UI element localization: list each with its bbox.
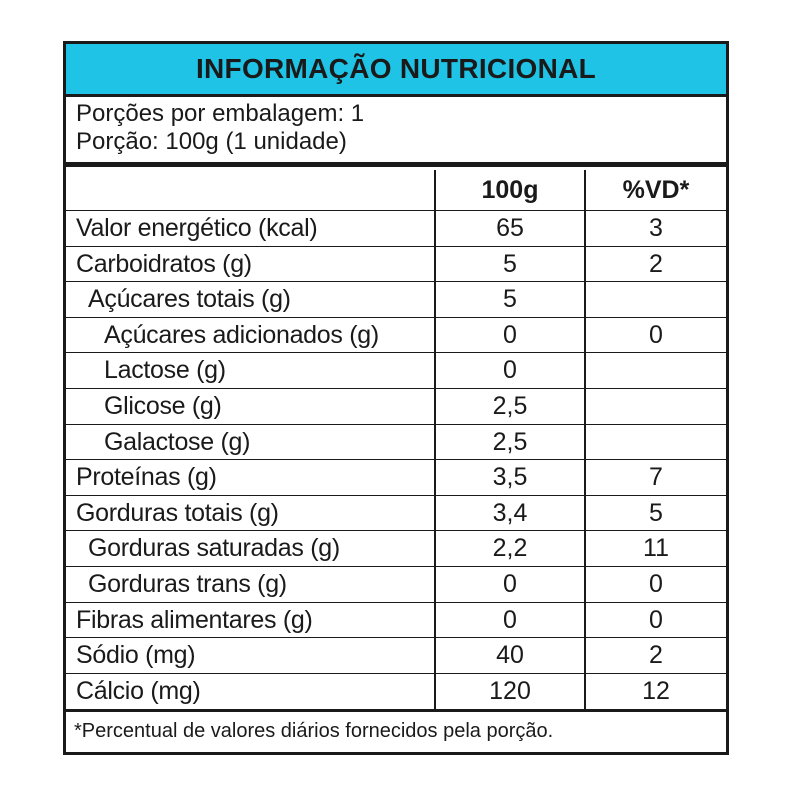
portion-divider xyxy=(66,162,726,167)
nutrient-label: Açúcares totais (g) xyxy=(88,285,291,314)
nutrient-daily-value: 0 xyxy=(649,320,663,349)
column-header-amount: 100g xyxy=(481,176,539,204)
table-row xyxy=(66,567,726,601)
table-row xyxy=(66,247,726,281)
nutrient-amount: 0 xyxy=(503,356,517,385)
nutrient-label: Açúcares adicionados (g) xyxy=(104,320,379,349)
panel-title: INFORMAÇÃO NUTRICIONAL xyxy=(66,44,726,97)
nutrient-daily-value: 5 xyxy=(649,498,663,527)
nutrient-daily-value: 7 xyxy=(649,463,663,492)
nutrition-facts-panel xyxy=(63,41,729,755)
nutrient-label: Lactose (g) xyxy=(104,356,226,385)
nutrient-daily-value: 3 xyxy=(649,214,663,242)
portion-info xyxy=(76,100,364,156)
nutrient-amount: 5 xyxy=(503,285,517,314)
nutrient-daily-value: 0 xyxy=(649,570,663,598)
nutrient-label: Gorduras totais (g) xyxy=(76,498,279,527)
footnote-divider xyxy=(66,709,726,712)
nutrient-label: Gorduras trans (g) xyxy=(88,570,287,598)
table-row xyxy=(66,603,726,637)
nutrient-label: Galactose (g) xyxy=(104,427,251,456)
table-row xyxy=(66,638,726,672)
column-header-daily-value: %VD* xyxy=(622,176,690,204)
nutrient-daily-value: 2 xyxy=(649,249,663,278)
nutrient-label: Cálcio (mg) xyxy=(76,676,201,705)
nutrient-amount: 65 xyxy=(496,214,524,242)
nutrient-amount: 0 xyxy=(503,570,517,598)
footnote: *Percentual de valores diários fornecidos pela porção. xyxy=(74,720,554,742)
table-header-row xyxy=(66,170,726,210)
nutrient-label: Carboidratos (g) xyxy=(76,249,252,278)
nutrient-daily-value: 0 xyxy=(649,605,663,634)
table-row xyxy=(66,318,726,352)
table-row xyxy=(66,496,726,530)
nutrient-label: Proteínas (g) xyxy=(76,463,217,492)
nutrient-amount: 0 xyxy=(503,320,517,349)
nutrient-daily-value: 2 xyxy=(649,641,663,670)
table-row xyxy=(66,211,726,245)
table-row xyxy=(66,460,726,494)
nutrient-label: Valor energético (kcal) xyxy=(76,214,318,242)
nutrient-amount: 2,2 xyxy=(492,534,528,563)
nutrient-daily-value: 11 xyxy=(643,534,669,563)
table-row xyxy=(66,389,726,423)
table-row xyxy=(66,282,726,316)
nutrient-amount: 0 xyxy=(503,605,517,634)
portions-per-package: Porções por embalagem: 1 xyxy=(76,100,365,127)
nutrient-amount: 3,4 xyxy=(492,498,528,527)
portion-size: Porção: 100g (1 unidade) xyxy=(76,128,347,155)
table-row xyxy=(66,531,726,565)
table-row xyxy=(66,425,726,459)
nutrient-amount: 120 xyxy=(489,676,531,705)
nutrient-amount: 40 xyxy=(496,641,524,670)
nutrient-amount: 3,5 xyxy=(492,463,528,492)
nutrient-amount: 2,5 xyxy=(492,392,528,420)
nutrient-daily-value: 12 xyxy=(642,676,670,705)
nutrient-amount: 5 xyxy=(503,249,517,278)
nutrient-label: Sódio (mg) xyxy=(76,641,196,670)
nutrient-label: Fibras alimentares (g) xyxy=(76,605,313,634)
nutrient-label: Gorduras saturadas (g) xyxy=(88,534,340,563)
nutrient-label: Glicose (g) xyxy=(104,392,222,420)
table-row xyxy=(66,353,726,387)
nutrient-amount: 2,5 xyxy=(492,427,528,456)
table-row xyxy=(66,674,726,708)
